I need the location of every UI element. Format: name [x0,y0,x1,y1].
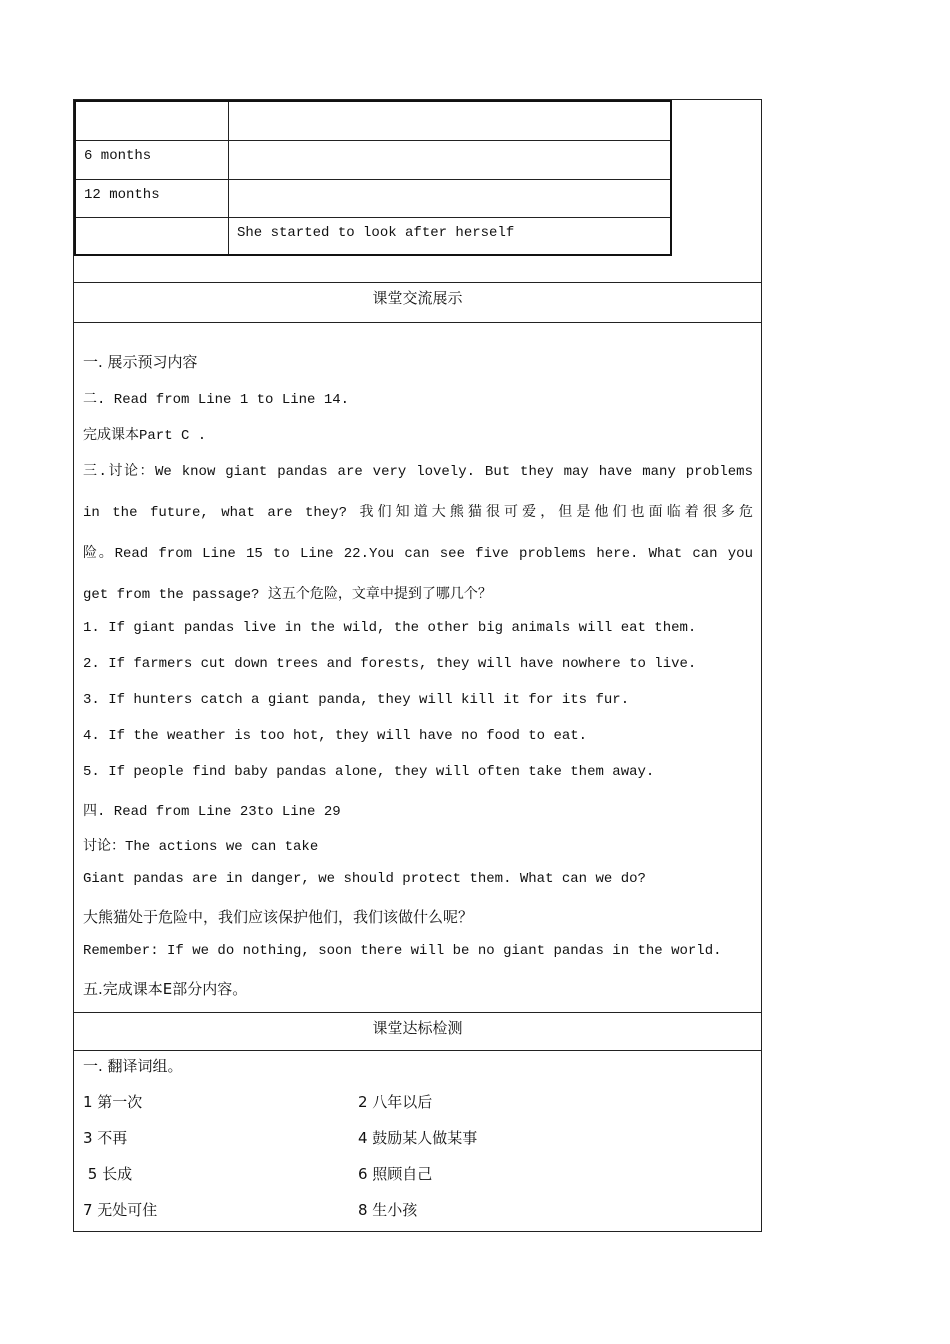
step-line: 二. Read from Line 1 to Line 14. [83,392,350,408]
exercise-item: 3 不再 [83,1129,128,1147]
exercise-item: 5 长成 [83,1165,133,1183]
step-line: 完成课本Part C . [83,428,207,444]
step-line: Remember: If we do nothing, soon there will be no giant pandas in the world. [83,943,722,959]
problem-item: 5. If people find baby pandas alone, they will often take them away. [83,764,655,780]
exercise-item: 4 鼓励某人做某事 [358,1129,478,1147]
divider [73,1012,762,1013]
step-line: 四. Read from Line 23to Line 29 [83,804,341,820]
problem-item: 3. If hunters catch a giant panda, they will kill it for its fur. [83,692,630,708]
problem-item: 2. If farmers cut down trees and forests, they will have nowhere to live. [83,656,697,672]
divider [73,1050,762,1051]
growth-table [74,100,672,256]
step-line: 一. 展示预习内容 [83,353,198,371]
divider [73,322,762,323]
exercise-item: 1 第一次 [83,1093,143,1111]
discussion-line: 三.讨论：We know giant pandas are very lovely. But they may have many problems [83,464,753,480]
table-cell-age: 6 months [84,148,152,164]
problem-item: 1. If giant pandas live in the wild, the other big animals will eat them. [83,620,697,636]
table-row [76,180,670,218]
table-row [76,141,670,180]
discussion-line: 险。Read from Line 15 to Line 22.You can see five problems here. What can you [83,546,753,562]
table-cell-description: She started to look after herself [237,225,515,241]
section-title-test: 课堂达标检测 [372,1019,463,1037]
discussion-line: in the future, what are they? 我们知道大熊猫很可爱，但是他们也面临着很多危 [83,505,753,521]
section-title-exchange: 课堂交流展示 [372,289,463,307]
table-row [76,102,670,141]
discussion-line: get from the passage? 这五个危险，文章中提到了哪几个？ [83,587,492,603]
exercise-item: 2 八年以后 [358,1093,433,1111]
table-cell-age: 12 months [84,187,160,203]
exercise-item: 7 无处可住 [83,1201,158,1219]
exercise-item: 6 照顾自己 [358,1165,433,1183]
step-line: 大熊猫处于危险中，我们应该保护他们，我们该做什么呢？ [83,908,474,926]
step-line: Giant pandas are in danger, we should protect them. What can we do? [83,871,646,887]
step-line: 五.完成课本E部分内容。 [83,980,248,998]
table-row [76,218,670,254]
exercise-heading: 一. 翻译词组。 [83,1057,183,1075]
step-line: 讨论：The actions we can take [83,839,319,855]
divider [73,282,762,283]
exercise-item: 8 生小孩 [358,1201,418,1219]
problem-item: 4. If the weather is too hot, they will have no food to eat. [83,728,588,744]
